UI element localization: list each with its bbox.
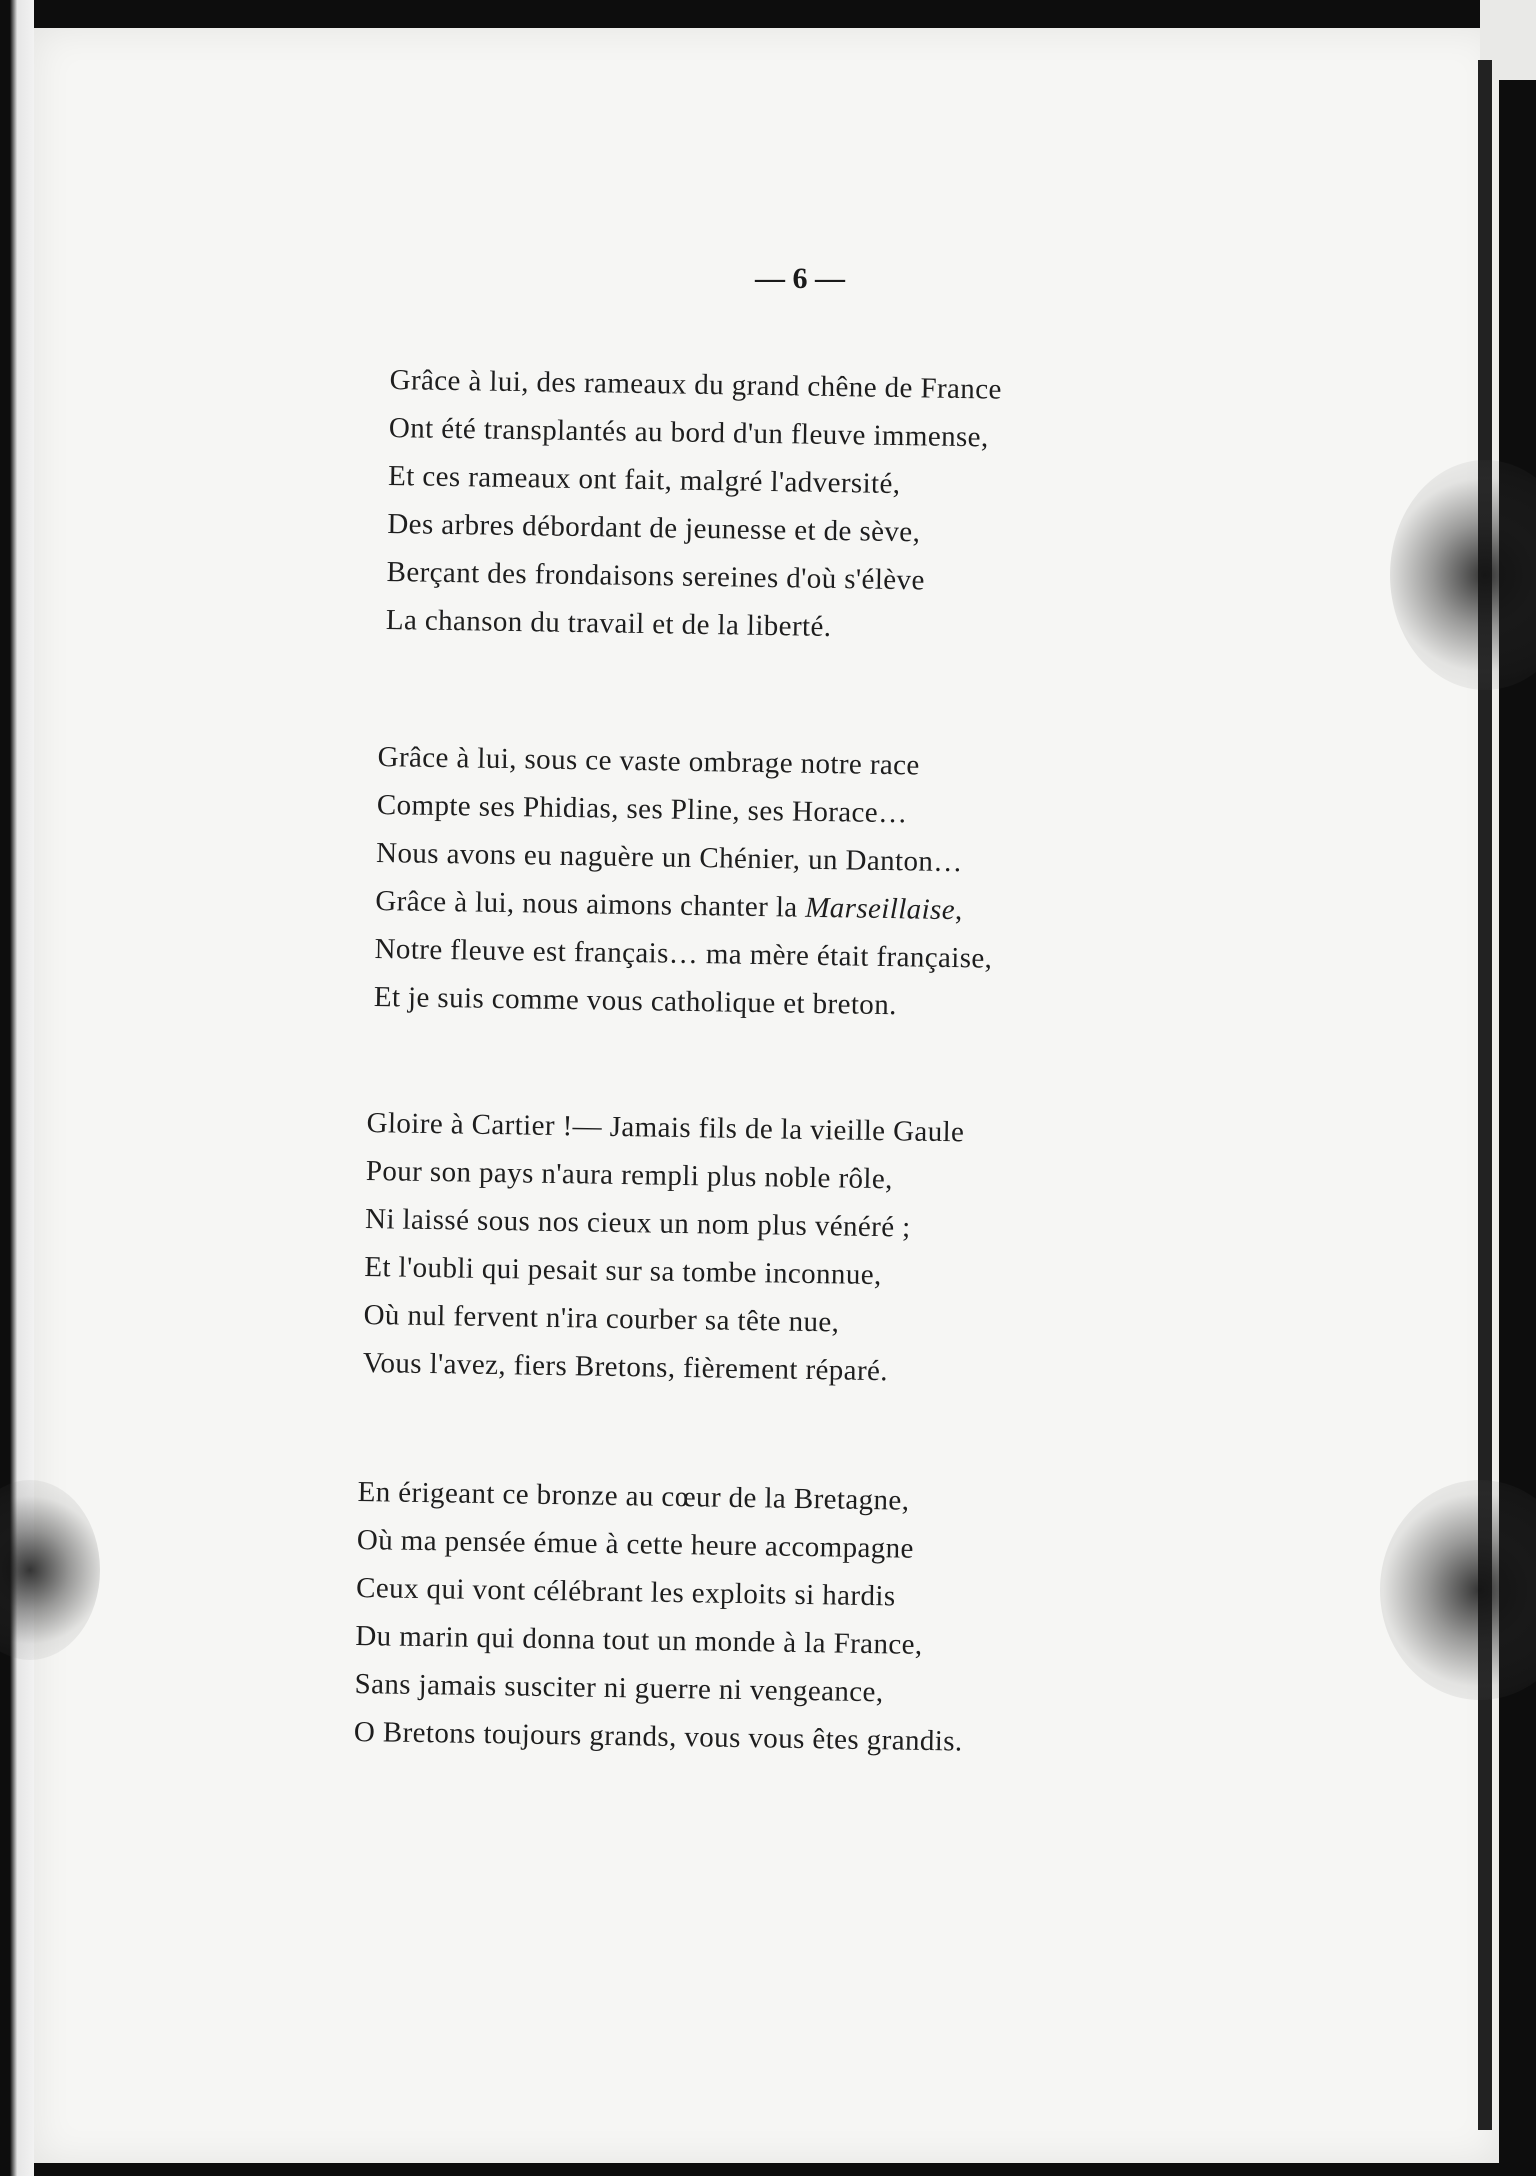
verse-line: Et l'oubli qui pesait sur sa tombe inconnue, xyxy=(364,1250,882,1292)
page-number: — 6 — xyxy=(755,262,845,295)
stanza-4 xyxy=(353,1468,966,1766)
verse-line: Notre fleuve est français… ma mère était française, xyxy=(374,932,993,975)
verse-line: Du marin qui donna tout un monde à la France, xyxy=(355,1619,923,1661)
stanza-2 xyxy=(373,733,995,1031)
verse-punctuation: , xyxy=(954,894,963,927)
verse-line: Des arbres débordant de jeunesse et de sève, xyxy=(387,507,921,549)
verse-line: Où nul fervent n'ira courber sa tête nue, xyxy=(363,1298,840,1339)
verse-line: En érigeant ce bronze au cœur de la Bretagne, xyxy=(357,1475,910,1517)
left-page-edge xyxy=(10,0,34,2176)
verse-line: Où ma pensée émue à cette heure accompagne xyxy=(356,1523,915,1565)
verse-line: Vous l'avez, fiers Bretons, fièrement réparé. xyxy=(362,1346,889,1388)
verse-line: Pour son pays n'aura rempli plus noble rôle, xyxy=(365,1154,894,1196)
verse-line: Ont été transplantés au bord d'un fleuve immense, xyxy=(388,411,989,454)
verse-line: Gloire à Cartier !— Jamais fils de la vieille Gaule xyxy=(366,1106,965,1149)
verse-line: Ceux qui vont célébrant les exploits si hardis xyxy=(355,1571,896,1613)
verse-line: Grâce à lui, des rameaux du grand chêne de France xyxy=(389,363,1003,406)
italic-title: Marseillaise xyxy=(804,891,956,927)
verse-line: Et ces rameaux ont fait, malgré l'adversité, xyxy=(387,459,901,501)
verse-text: Grâce à lui, nous aimons chanter la xyxy=(375,884,798,924)
verse-line: Nous avons eu naguère un Chénier, un Danton… xyxy=(375,836,963,879)
verse-line: Et je suis comme vous catholique et breton. xyxy=(373,980,898,1022)
stanza-3 xyxy=(362,1099,964,1396)
document-page xyxy=(34,28,1499,2163)
verse-line: O Bretons toujours grands, vous vous êtes grandis. xyxy=(353,1715,963,1758)
verse-line: Grâce à lui, sous ce vaste ombrage notre race xyxy=(377,740,920,782)
verse-line: La chanson du travail et de la liberté. xyxy=(385,603,832,643)
verse-line: Compte ses Phidias, ses Pline, ses Horace… xyxy=(376,788,908,830)
stanza-1 xyxy=(385,356,1002,654)
verse-line: Ni laissé sous nos cieux un nom plus vénéré ; xyxy=(364,1202,911,1244)
page-right-fold xyxy=(1478,60,1492,2130)
verse-line: Berçant des frondaisons sereines d'où s'élève xyxy=(386,555,925,597)
verse-line: Sans jamais susciter ni guerre ni vengeance, xyxy=(354,1667,884,1709)
